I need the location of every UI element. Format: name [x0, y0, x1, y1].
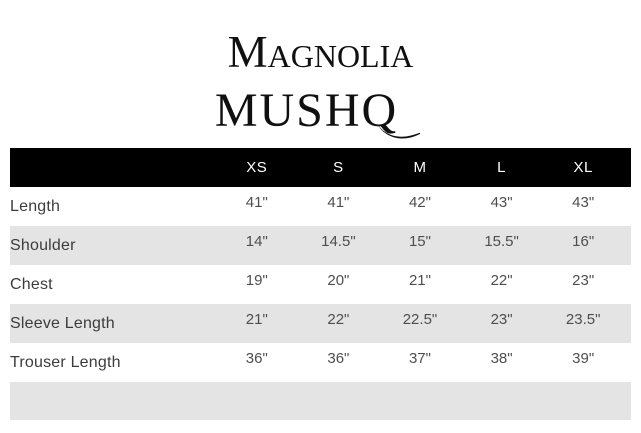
row-label: Chest [10, 275, 53, 293]
measurement-value: 42" [408, 194, 431, 211]
measurement-value: 39" [572, 350, 595, 367]
measurement-value: 14.5" [321, 233, 356, 250]
size-header-xs: XS [246, 159, 268, 176]
measurement-value: 22" [490, 272, 513, 289]
measurement-value: 23" [572, 272, 595, 289]
size-chart-table [10, 148, 631, 382]
measurement-value: 43" [490, 194, 513, 211]
header-spacer [624, 148, 631, 187]
measurement-value: 22.5" [402, 311, 438, 328]
row-label: Sleeve Length [10, 314, 115, 332]
table-row-sleeve-length [10, 304, 631, 343]
corner-cell [10, 148, 216, 187]
row-label: Trouser Length [10, 353, 121, 371]
size-header-xl: XL [573, 159, 593, 176]
table-row-shoulder [10, 226, 631, 265]
row-label: Length [10, 197, 61, 215]
measurement-value: 43" [572, 194, 595, 211]
table-row-trouser-length [10, 343, 631, 382]
measurement-value: 15" [408, 233, 431, 250]
measurement-value: 41" [327, 194, 350, 211]
measurement-value: 19" [245, 272, 268, 289]
measurement-value: 36" [245, 350, 268, 367]
measurement-value: 41" [245, 194, 268, 211]
measurement-value: 15.5" [484, 233, 519, 250]
size-header-l: L [497, 159, 506, 176]
size-header-s: S [333, 159, 344, 176]
size-header-row [10, 148, 631, 187]
measurement-value: 23.5" [565, 311, 601, 328]
brand-name-magnolia: Magnolia [227, 27, 414, 77]
measurement-value: 21" [408, 272, 431, 289]
measurement-value: 14" [245, 233, 268, 250]
table-row-length [10, 187, 631, 226]
empty-footer-bar [10, 382, 631, 420]
brand-name-mushq: MUSHQ [215, 87, 398, 135]
size-chart [10, 148, 631, 382]
row-label: Shoulder [10, 236, 76, 254]
measurement-value: 21" [245, 311, 268, 328]
measurement-value: 23" [490, 311, 513, 328]
measurement-value: 20" [327, 272, 350, 289]
measurement-value: 37" [408, 350, 431, 367]
size-header-m: M [413, 159, 427, 176]
measurement-value: 38" [490, 350, 513, 367]
measurement-value: 36" [327, 350, 350, 367]
q-swash-flourish [378, 124, 422, 142]
brand-logo [0, 27, 641, 137]
measurement-value: 22" [327, 311, 350, 328]
table-row-chest [10, 265, 631, 304]
measurement-value: 16" [572, 233, 595, 250]
